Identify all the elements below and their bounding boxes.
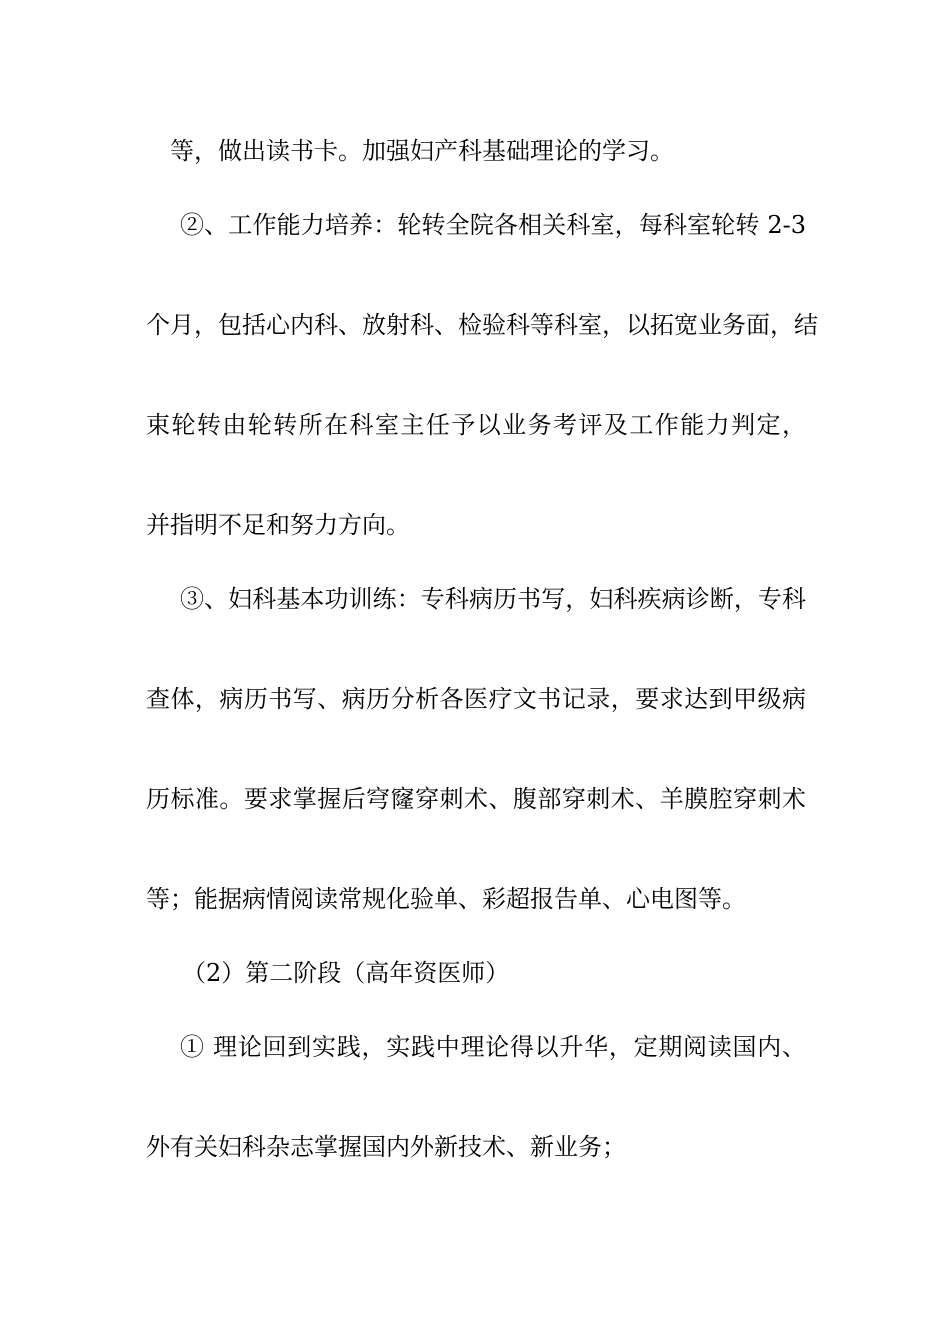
paragraph-line: ① 理论回到实践，实践中理论得以升华，定期阅读国内、 (180, 1033, 806, 1061)
paragraph-line: 等，做出读书卡。加强妇产科基础理论的学习。 (170, 137, 674, 165)
paragraph-line: 并指明不足和努力方向。 (146, 511, 410, 539)
paragraph-line: ②、工作能力培养：轮转全院各相关科室，每科室轮转 2-3 (180, 211, 806, 239)
paragraph-line: 查体，病历书写、病历分析各医疗文书记录，要求达到甲级病 (146, 685, 806, 713)
paragraph-line: 束轮转由轮转所在科室主任予以业务考评及工作能力判定， (146, 411, 806, 439)
paragraph-line: 个月，包括心内科、放射科、检验科等科室，以拓宽业务面，结 (146, 311, 818, 339)
paragraph-line: ③、妇科基本功训练：专科病历书写，妇科疾病诊断，专科 (180, 585, 806, 613)
paragraph-line: 外有关妇科杂志掌握国内外新技术、新业务； (146, 1133, 626, 1161)
paragraph-line: 历标准。要求掌握后穹窿穿刺术、腹部穿刺术、羊膜腔穿刺术 (146, 785, 806, 813)
section-heading: （2）第二阶段（高年资医师） (182, 959, 510, 987)
paragraph-line: 等；能据病情阅读常规化验单、彩超报告单、心电图等。 (146, 885, 746, 913)
